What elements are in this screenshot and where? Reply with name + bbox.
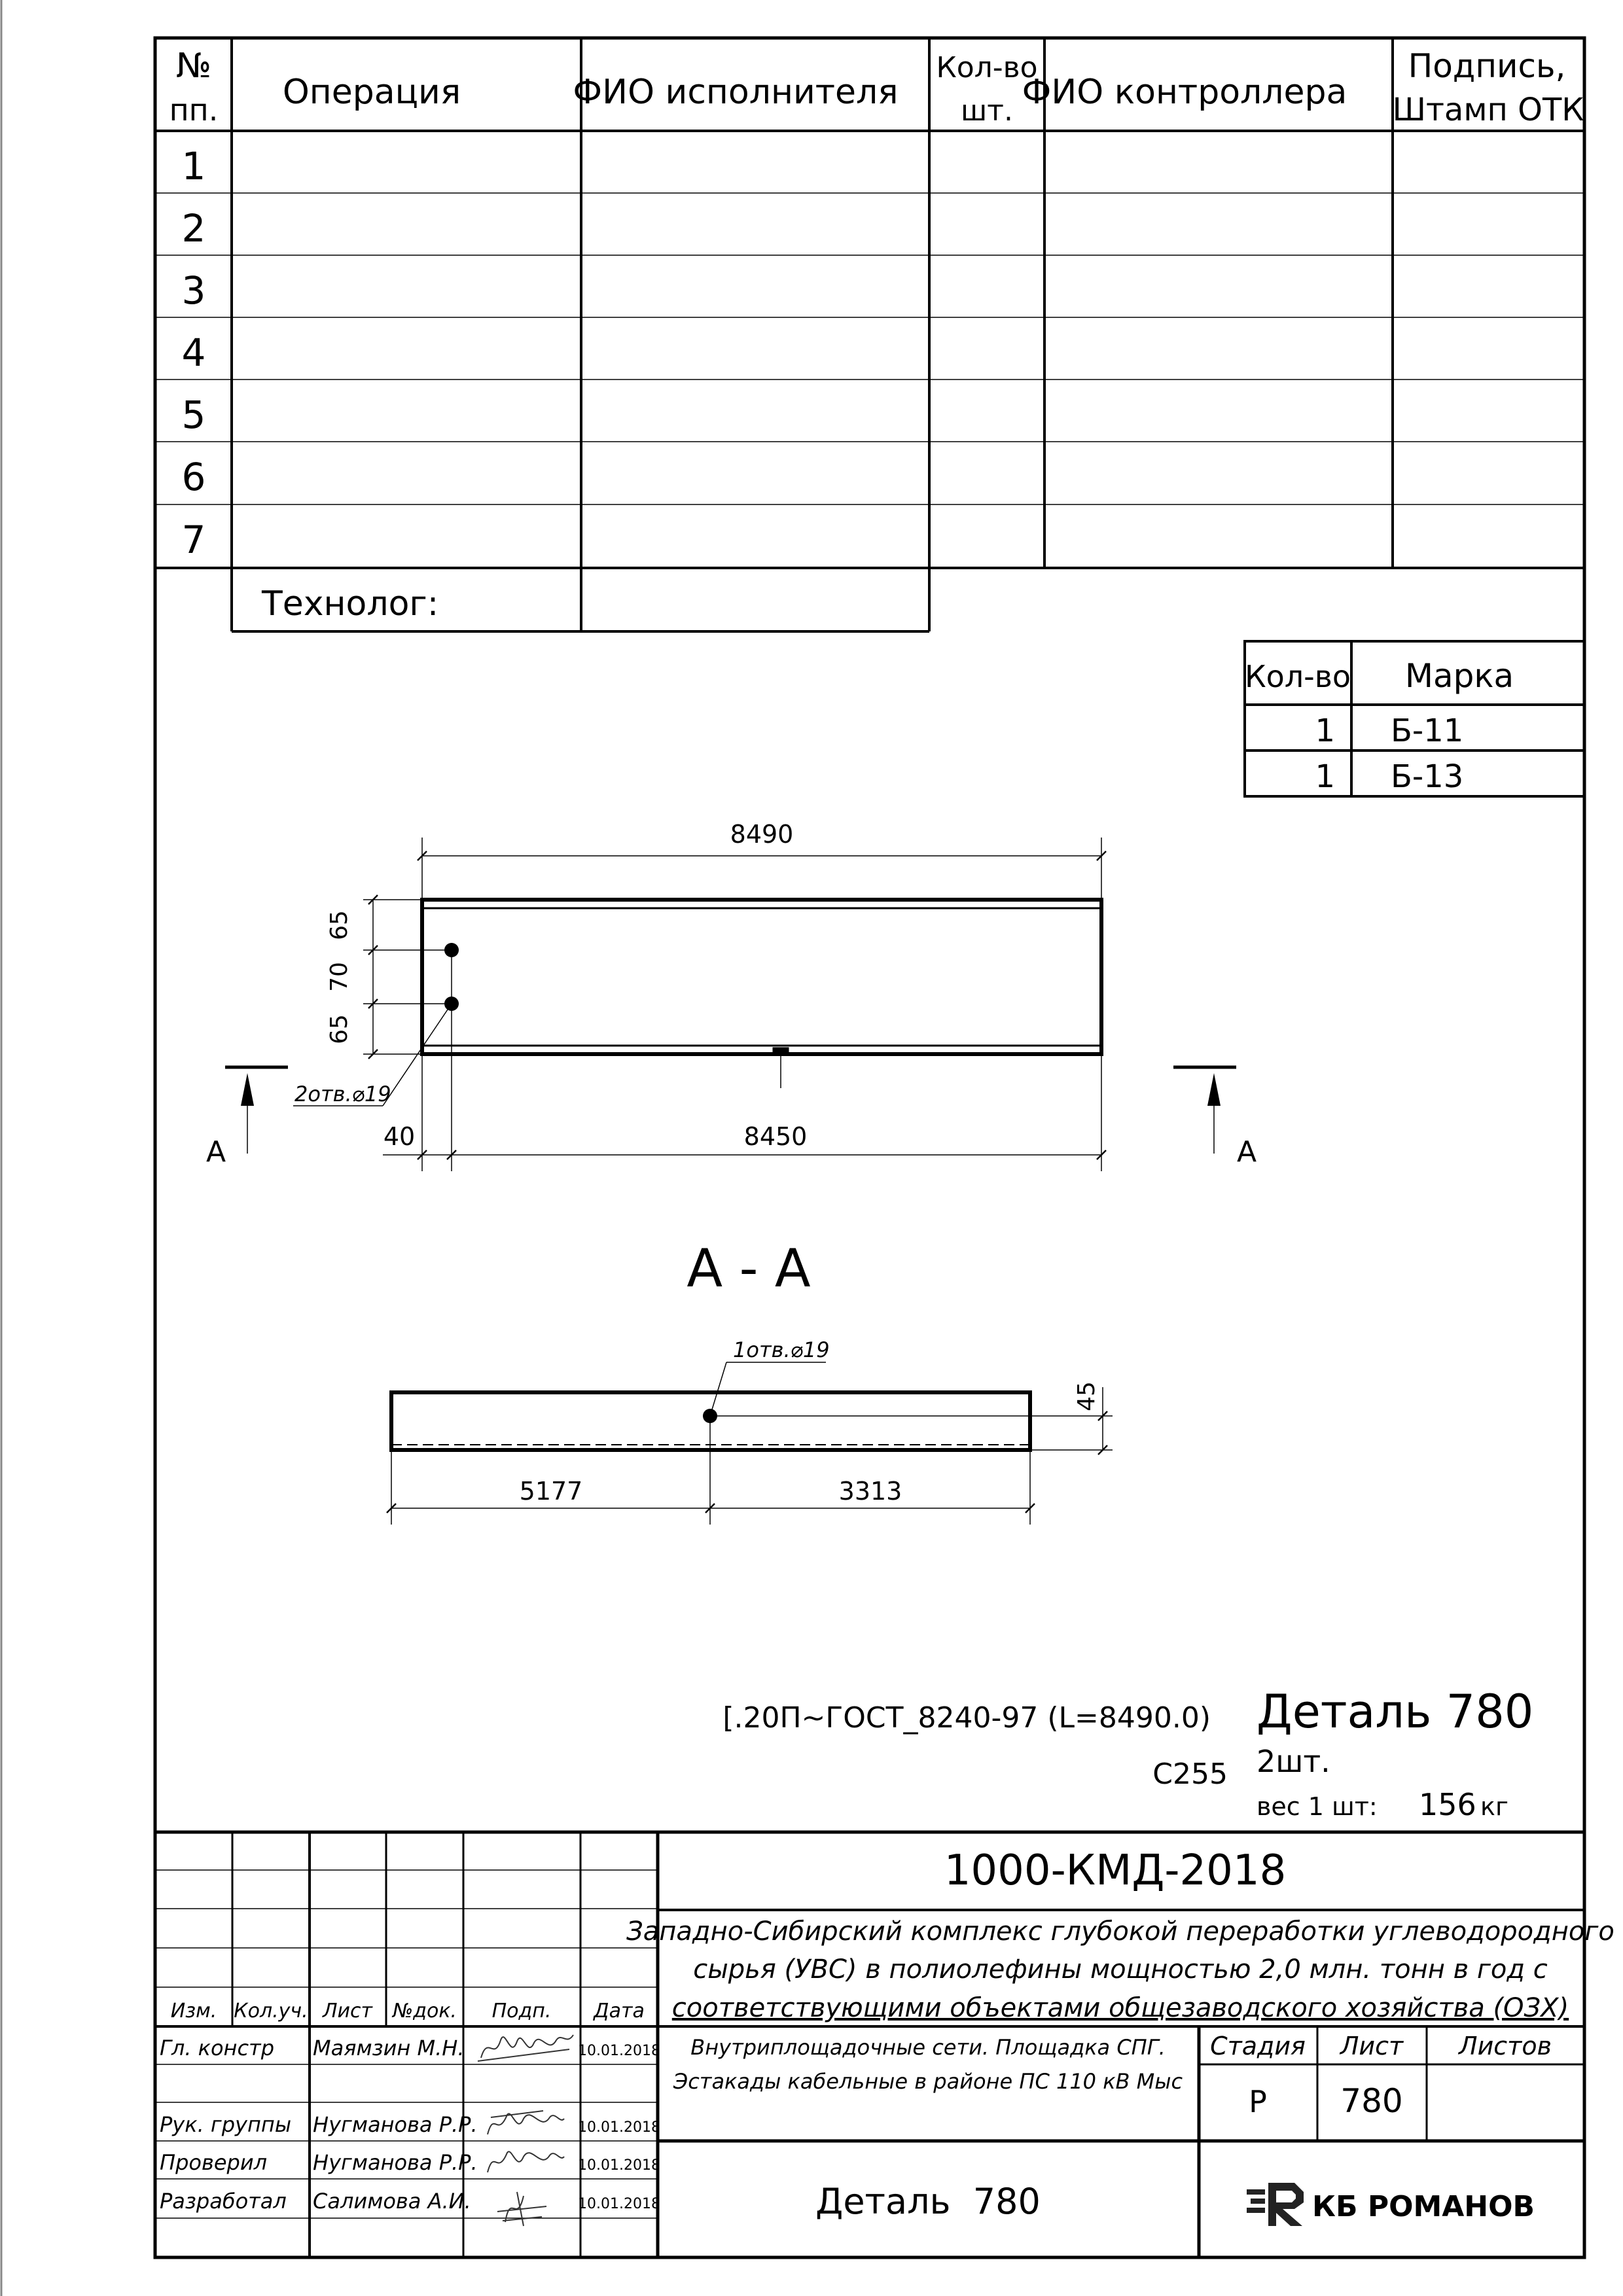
marks-row-mark: Б-13 xyxy=(1391,758,1464,795)
row-number: 3 xyxy=(181,268,206,313)
marks-row-qty: 1 xyxy=(1315,758,1335,795)
project-line3: соответствующими объектами общезаводского хозяйства (ОЗХ) xyxy=(671,1993,1569,2023)
section-marker-right: А xyxy=(1236,1135,1257,1169)
header-controller: ФИО контроллера xyxy=(1022,73,1347,112)
sheet-value: 780 xyxy=(1340,2082,1403,2120)
hole-callout-section: 1отв.⌀19 xyxy=(733,1337,830,1362)
sheet-label: Лист xyxy=(1340,2032,1404,2060)
object-line2: Эстакады кабельные в районе ПС 110 кВ Мыс xyxy=(673,2069,1183,2094)
row-number: 5 xyxy=(181,393,206,437)
technologist-label: Технолог: xyxy=(262,584,439,624)
row-number: 4 xyxy=(181,330,206,375)
dim-total-length: 8490 xyxy=(730,820,794,849)
bolt-hole-2 xyxy=(444,997,459,1011)
section-bolt-hole xyxy=(703,1409,717,1423)
dim-remaining-length: 8450 xyxy=(743,1122,808,1151)
dim-edge-offset: 40 xyxy=(383,1122,416,1151)
rev-header-list: Лист xyxy=(322,2000,373,2022)
row-number: 1 xyxy=(181,144,206,188)
project-line2: сырья (УВС) в полиолефины мощностью 2,0 млн. тонн в год с xyxy=(693,1954,1548,1985)
dim-hole-spacing-a: 65 xyxy=(326,910,353,940)
sign-date: 10.01.2018 xyxy=(578,2119,660,2136)
company-name: КБ РОМАНОВ xyxy=(1312,2190,1535,2223)
part-profile: [.20П~ГОСТ_8240-97 (L=8490.0) xyxy=(722,1701,1211,1735)
header-operation: Операция xyxy=(282,73,461,112)
sign-date: 10.01.2018 xyxy=(578,2157,660,2174)
doc-code: 1000-КМД-2018 xyxy=(944,1846,1287,1895)
header-sign-line2: Штамп ОТК xyxy=(1392,92,1584,128)
rev-header-ndok: №док. xyxy=(393,2000,457,2022)
sign-date: 10.01.2018 xyxy=(578,2196,660,2212)
header-sign-line1: Подпись, xyxy=(1408,47,1566,85)
role-label: Разработал xyxy=(160,2189,287,2214)
part-weight-label: вес 1 шт: xyxy=(1257,1792,1378,1821)
header-qty-line2: шт. xyxy=(961,94,1013,128)
part-steel: С255 xyxy=(1152,1757,1228,1791)
dim-section-left: 5177 xyxy=(519,1477,583,1506)
dim-hole-spacing-c: 65 xyxy=(326,1014,353,1044)
person-name: Нугманова Р.Р. xyxy=(313,2112,478,2137)
part-weight-value: 156 xyxy=(1419,1787,1476,1822)
part-count: 2шт. xyxy=(1257,1744,1330,1779)
person-name: Нугманова Р.Р. xyxy=(313,2150,478,2175)
hole-callout-plan: 2отв.⌀19 xyxy=(294,1082,391,1106)
role-label: Рук. группы xyxy=(160,2112,292,2137)
part-title: Деталь 780 xyxy=(1257,1685,1534,1739)
part-weight-unit: кг xyxy=(1480,1792,1508,1821)
bolt-hole-1 xyxy=(444,943,459,957)
row-number: 7 xyxy=(181,518,206,562)
header-qty-line1: Кол-во xyxy=(936,51,1038,84)
row-number: 6 xyxy=(181,455,206,499)
dim-section-height: 45 xyxy=(1073,1381,1100,1411)
dim-hole-spacing-b: 70 xyxy=(326,962,353,992)
marks-row-mark: Б-11 xyxy=(1391,713,1464,749)
rev-header-data: Дата xyxy=(594,2000,645,2022)
object-line1: Внутриплощадочные сети. Площадка СПГ. xyxy=(690,2035,1166,2060)
stage-label: Стадия xyxy=(1210,2032,1306,2060)
role-label: Проверил xyxy=(160,2150,268,2175)
sheets-label: Листов xyxy=(1459,2032,1552,2060)
rev-header-podp: Подп. xyxy=(491,2000,552,2022)
section-title: А - А xyxy=(687,1238,811,1299)
dim-section-right: 3313 xyxy=(838,1477,902,1506)
marks-header-mark: Марка xyxy=(1404,657,1514,695)
marks-header-qty: Кол-во xyxy=(1244,659,1351,694)
rev-header-izm: Изм. xyxy=(170,2000,217,2022)
stage-value: Р xyxy=(1249,2084,1267,2119)
rev-header-koluch: Кол.уч. xyxy=(234,2000,308,2022)
project-line1: Западно-Сибирский комплекс глубокой переработки углеводородного xyxy=(626,1916,1614,1947)
person-name: Маямзин М.Н. xyxy=(313,2036,465,2060)
person-name: Салимова А.И. xyxy=(313,2189,471,2214)
marks-row-qty: 1 xyxy=(1315,713,1335,749)
header-executor: ФИО исполнителя xyxy=(573,73,899,112)
sign-date: 10.01.2018 xyxy=(578,2043,660,2059)
role-label: Гл. констр xyxy=(160,2036,274,2060)
row-number: 2 xyxy=(181,206,206,251)
header-num-line1: № xyxy=(175,46,212,86)
header-num-line2: пп. xyxy=(169,92,219,128)
section-marker-left: А xyxy=(205,1135,226,1169)
sheet-title: Деталь 780 xyxy=(815,2181,1041,2222)
